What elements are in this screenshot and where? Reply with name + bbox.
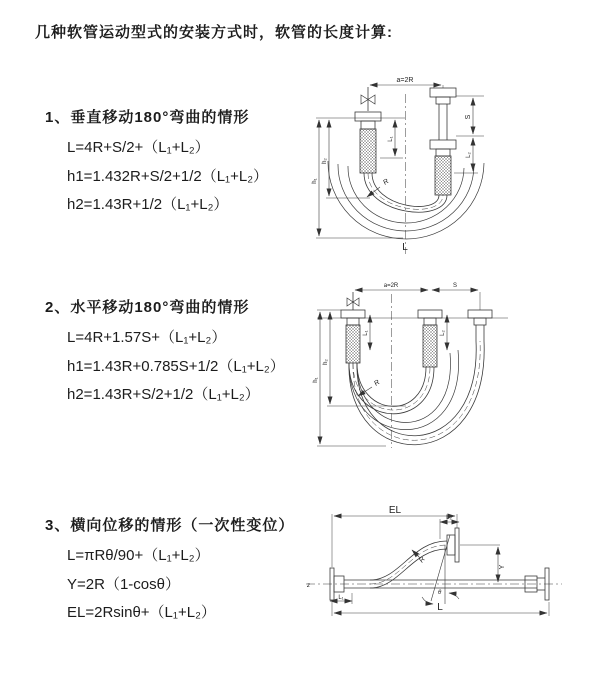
diagram-horizontal-180-bend: [308, 278, 592, 456]
angle-arc: [449, 593, 459, 599]
section-2-heading: 2、水平移动180°弯曲的情形: [45, 299, 250, 316]
dim-label-l1: L₁: [363, 330, 369, 336]
section-3-heading: 3、横向位移的情形（一次性变位）: [45, 517, 295, 534]
hose-position-arc: [349, 350, 459, 430]
formula-line: L=πRθ/90+（L₁+L₂）: [67, 547, 210, 564]
braided-hose-section: [435, 156, 451, 195]
right-flange-fitting-lower: [430, 140, 456, 156]
centerline-break-mark: z: [307, 583, 310, 589]
section-1-heading: 1、垂直移动180°弯曲的情形: [45, 109, 250, 126]
hose-outer-wall: [349, 341, 484, 445]
dim-label-l1: L₁: [388, 136, 394, 142]
formula-line: L=4R+S/2+（L₁+L₂）: [67, 139, 210, 156]
radius-label: R: [382, 178, 391, 187]
dim-label-l2: L₂: [446, 515, 452, 521]
dim-label-el: EL: [388, 505, 402, 516]
angle-theta-label: θ: [438, 590, 442, 596]
technical-drawing-s-curve: [300, 501, 596, 627]
left-flange-fitting: [341, 310, 365, 325]
braided-hose-section: [423, 325, 437, 367]
section-vertical-movement: [45, 106, 268, 222]
formula-line: EL=2Rsinθ+（L₁+L₂）: [67, 604, 216, 621]
hose-position-arc: [328, 161, 484, 239]
dim-label-l1: L₁: [338, 595, 344, 601]
formula-line: h2=1.43R+S/2+1/2（L₁+L₂）: [67, 386, 260, 403]
hose-centerline: [353, 341, 480, 440]
left-flange-fitting: [355, 112, 381, 129]
right-flange-fitting: [468, 310, 492, 325]
upper-flange-fitting: [447, 528, 459, 562]
technical-drawing-u-bend-horizontal: [308, 278, 592, 456]
dim-label-h1: h₁: [313, 377, 319, 383]
valve-icon: [347, 292, 359, 310]
formula-line: Y=2R（1-cosθ）: [67, 575, 180, 593]
hose-position-arc: [338, 164, 474, 231]
diagram-lateral-displacement: [300, 501, 596, 627]
radius-label: R: [418, 555, 427, 565]
radius-label: R: [373, 379, 382, 388]
braided-hose-section: [360, 129, 376, 173]
dim-label-l2: L₂: [440, 330, 446, 336]
section-lateral-displacement: [45, 514, 294, 630]
section-horizontal-movement: [45, 296, 285, 412]
right-flange-fitting-upper: [430, 88, 456, 104]
formula-line: L=4R+1.57S+（L₁+L₂）: [67, 329, 227, 346]
dim-label-s: S: [452, 283, 458, 289]
dim-label-s: S: [465, 114, 472, 120]
braided-hose-section: [346, 325, 360, 363]
dim-label-a2r: a=2R: [383, 283, 399, 289]
technical-drawing-u-bend-vertical: [308, 66, 592, 260]
dim-label-h1: h₁: [312, 178, 318, 184]
valve-icon: [361, 87, 375, 111]
hose-upper-wall: [370, 541, 447, 580]
formula-line: h1=1.432R+S/2+1/2（L₁+L₂）: [67, 167, 269, 185]
dim-label-y: Y: [499, 564, 506, 570]
dim-label-h2: h₂: [322, 158, 328, 164]
dim-label-h2: h₂: [323, 359, 329, 365]
formula-line: h2=1.43R+1/2（L₁+L₂）: [67, 196, 229, 213]
middle-flange-fitting: [418, 310, 442, 325]
page-title: 几种软管运动型式的安装方式时，软管的长度计算:: [35, 24, 393, 41]
length-label: L: [402, 242, 408, 253]
dim-label-l2: L₂: [466, 152, 472, 158]
formula-line: h1=1.43R+0.785S+1/2（L₁+L₂）: [67, 357, 285, 375]
dim-label-a2r: a=2R: [396, 77, 414, 84]
length-label: L: [437, 602, 443, 613]
diagram-vertical-180-bend: [308, 66, 592, 260]
